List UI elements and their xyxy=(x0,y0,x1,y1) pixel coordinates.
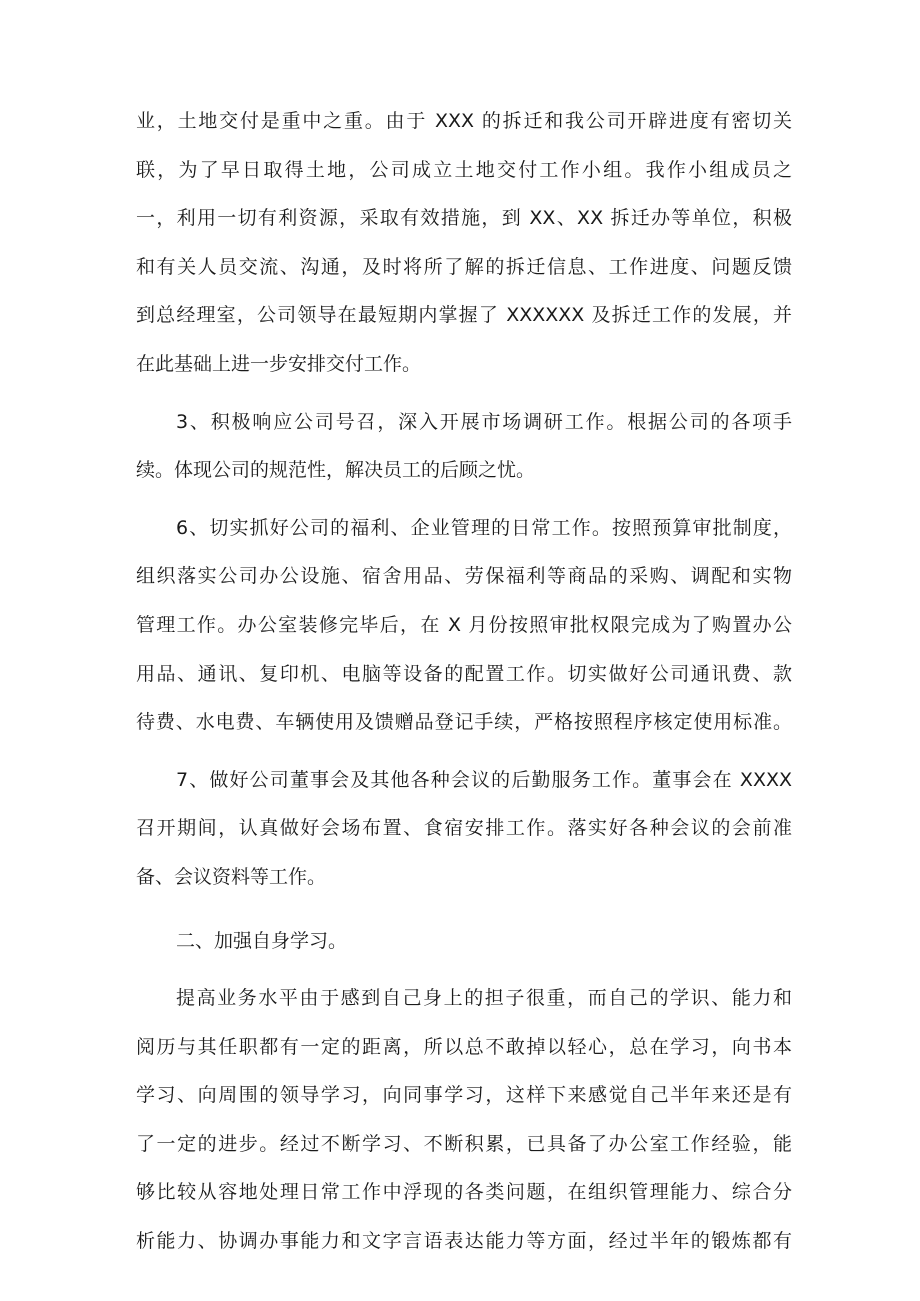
text-line: 备、会议资料等工作。 xyxy=(136,865,327,888)
paragraph-market-research xyxy=(136,398,792,495)
text-line: 了一定的进步。经过不断学习、不断积累，已具备了办公室工作经验，能 xyxy=(136,1132,792,1155)
text-line: 业，土地交付是重中之重。由于 XXX 的拆迁和我公司开辟进度有密切关 xyxy=(136,110,792,132)
paragraph-land-delivery xyxy=(136,97,792,389)
text-line: 管理工作。办公室装修完毕后，在 X 月份按照审批权限完成为了购置办公 xyxy=(136,613,792,636)
text-line: 一，利用一切有利资源，采取有效措施，到 XX、XX 拆迁办等单位，积极 xyxy=(136,207,792,230)
text-line: 组织落实公司办公设施、宿舍用品、劳保福利等商品的采购、调配和实物 xyxy=(136,565,792,588)
text-line: 到总经理室，公司领导在最短期内掌握了 XXXXXX 及拆迁工作的发展，并 xyxy=(136,304,792,327)
text-line: 3、积极响应公司号召，深入开展市场调研工作。根据公司的各项手 xyxy=(176,410,792,433)
text-line: 提高业务水平由于感到自己身上的担子很重，而自己的学识、能力和 xyxy=(176,987,792,1010)
text-line: 续。体现公司的规范性，解决员工的后顾之忧。 xyxy=(136,459,536,482)
text-line: 待费、水电费、车辆使用及馈赠品登记手续，严格按照程序核定使用标准。 xyxy=(136,711,792,734)
section-heading xyxy=(136,917,792,966)
heading-line: 二、加强自身学习。 xyxy=(176,929,348,952)
text-line: 6、切实抓好公司的福利、企业管理的日常工作。按照预算审批制度， xyxy=(176,516,792,539)
text-line: 够比较从容地处理日常工作中浮现的各类问题，在组织管理能力、综合分 xyxy=(136,1181,792,1204)
text-line: 析能力、协调办事能力和文字言语表达能力等方面，经过半年的锻炼都有 xyxy=(136,1230,792,1253)
text-line: 7、做好公司董事会及其他各种会议的后勤服务工作。董事会在 XXXX xyxy=(176,768,792,791)
text-line: 阅历与其任职都有一定的距离，所以总不敢掉以轻心，总在学习，向书本 xyxy=(136,1035,792,1058)
document-body xyxy=(136,97,792,1266)
paragraph-self-study xyxy=(136,974,792,1266)
text-line: 召开期间，认真做好会场布置、食宿安排工作。落实好各种会议的会前准 xyxy=(136,817,792,840)
paragraph-board-meeting xyxy=(136,756,792,902)
paragraph-welfare-management xyxy=(136,504,792,747)
text-line: 和有关人员交流、沟通，及时将所了解的拆迁信息、工作进度、问题反馈 xyxy=(136,255,792,278)
text-line: 联，为了早日取得土地，公司成立土地交付工作小组。我作小组成员之 xyxy=(136,158,792,181)
text-line: 用品、通讯、复印机、电脑等设备的配置工作。切实做好公司通讯费、款 xyxy=(136,662,792,685)
text-line: 在此基础上进一步安排交付工作。 xyxy=(136,352,422,375)
text-line: 学习、向周围的领导学习，向同事学习，这样下来感觉自己半年来还是有 xyxy=(136,1084,792,1107)
